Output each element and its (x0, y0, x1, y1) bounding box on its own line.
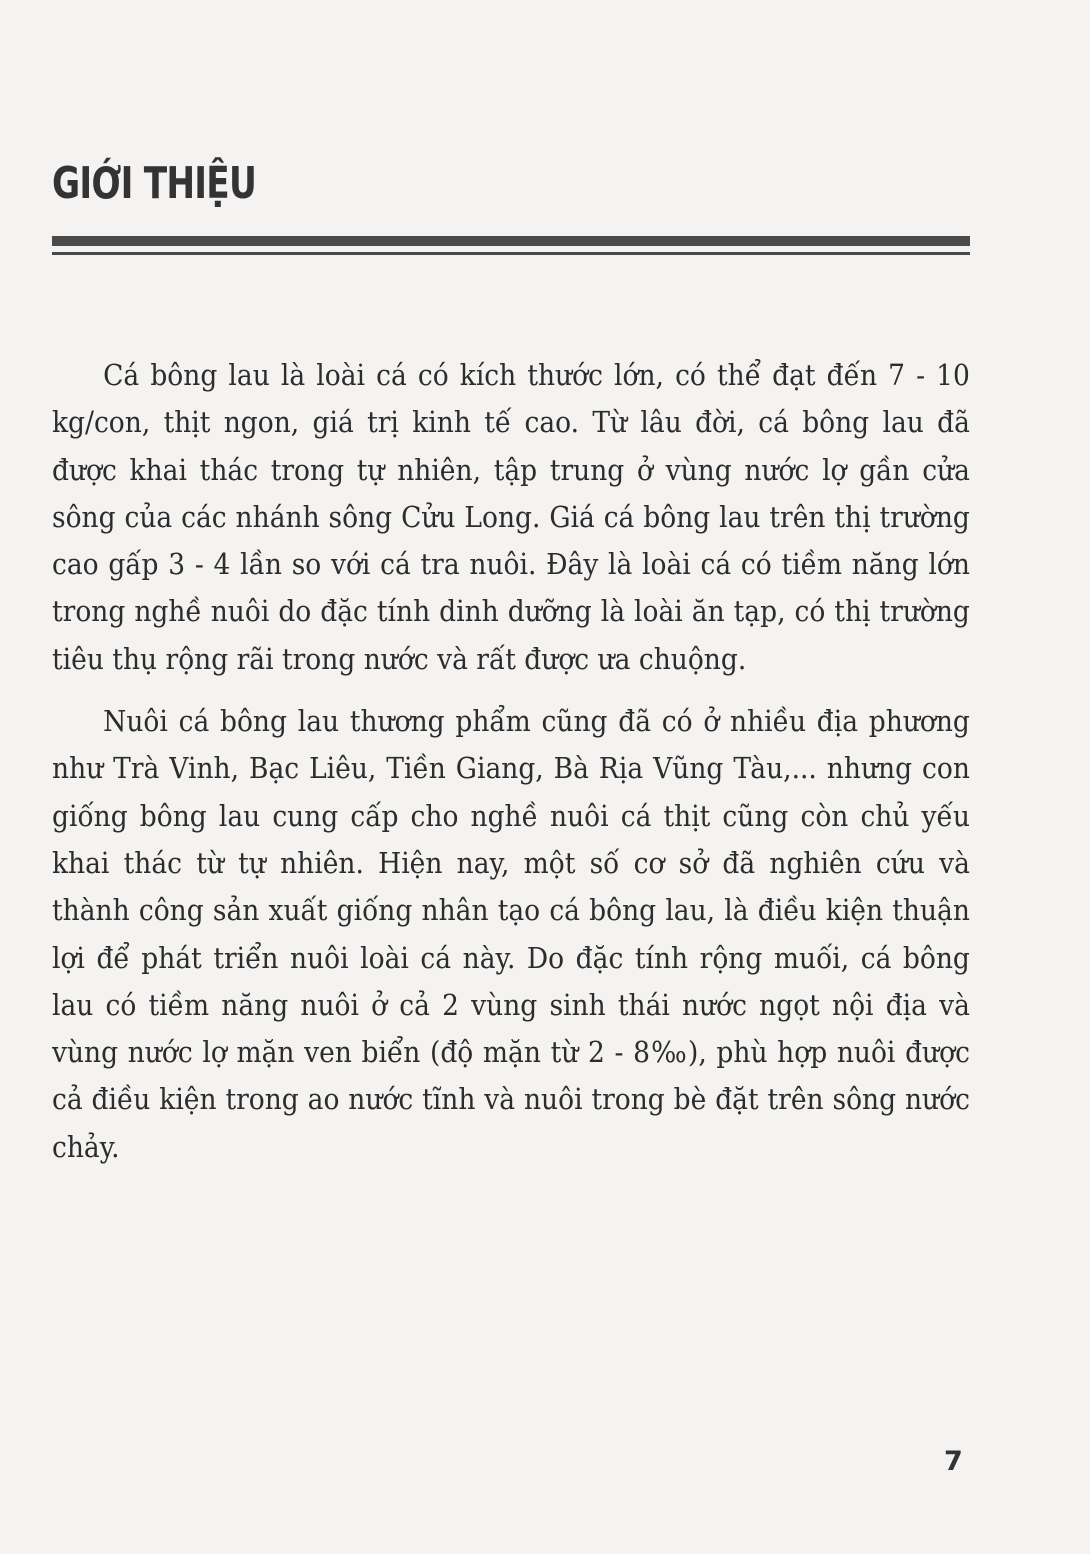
paragraph-1: Cá bông lau là loài cá có kích thước lớn, có thể đạt đến 7 - 10 kg/con, thịt ngon, giá trị kinh tế cao. Từ lâu đời, cá bông lau đã được khai thác trong tự nhiên, tập trung ở vùng nước lợ gần cửa sông của các nhánh sông Cửu Long. Giá cá bông lau trên thị trường cao gấp 3 - 4 lần so với cá tra nuôi. Đây là loài cá có tiềm năng lớn trong nghề nuôi do đặc tính dinh dưỡng là loài ăn tạp, có thị trường tiêu thụ rộng rãi trong nước và rất được ưa chuộng. (52, 359, 970, 676)
chapter-heading: GIỚI THIỆU (52, 158, 257, 209)
body-text (52, 352, 970, 1171)
heading-rule-thick (52, 236, 970, 246)
paragraph-2: Nuôi cá bông lau thương phẩm cũng đã có ở nhiều địa phương như Trà Vinh, Bạc Liêu, Tiền Giang, Bà Rịa Vũng Tàu,... nhưng con giống bông lau cung cấp cho nghề nuôi cá thịt cũng còn chủ yếu khai thác từ tự nhiên. Hiện nay, một số cơ sở đã nghiên cứu và thành công sản xuất giống nhân tạo cá bông lau, là điều kiện thuận lợi để phát triển nuôi loài cá này. Do đặc tính rộng muối, cá bông lau có tiềm năng nuôi ở cả 2 vùng sinh thái nước ngọt nội địa và vùng nước lợ mặn ven biển (độ mặn từ 2 - 8‰), phù hợp nuôi được cả điều kiện trong ao nước tĩnh và nuôi trong bè đặt trên sông nước chảy. (52, 705, 970, 1164)
page-number: 7 (944, 1446, 963, 1477)
heading-rule-thin (52, 252, 970, 255)
